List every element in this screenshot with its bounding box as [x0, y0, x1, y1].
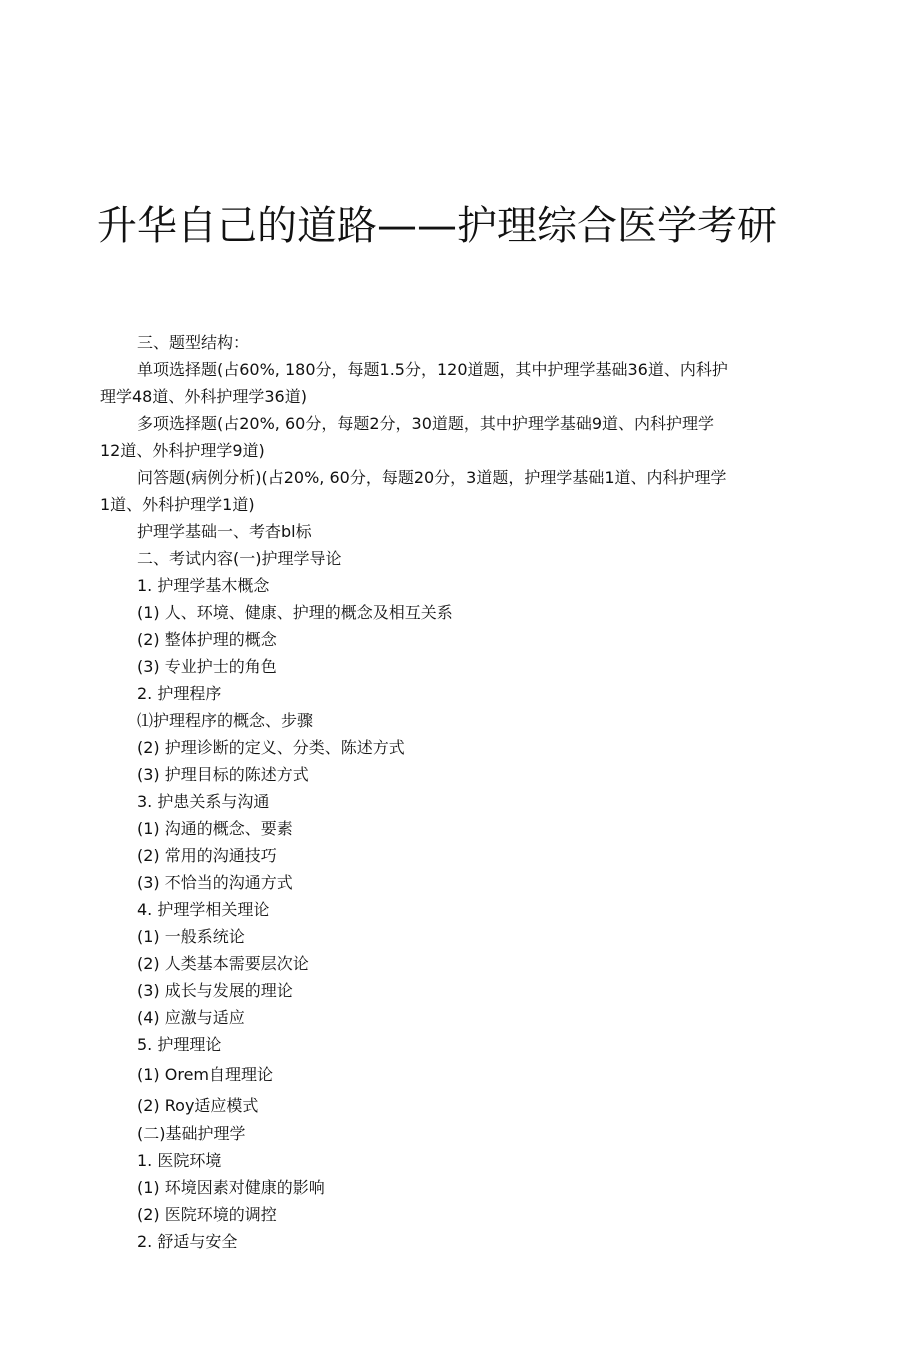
section-heading: (二)基础护理学 [137, 1124, 246, 1143]
list-item: ⑴护理程序的概念、步骤 [137, 711, 314, 730]
list-item: 5. 护理理论 [137, 1035, 222, 1054]
list-item: (1) 一般系统论 [137, 927, 245, 946]
list-item: 2. 舒适与安全 [137, 1232, 238, 1251]
list-item: 2. 护理程序 [137, 684, 222, 703]
paragraph-line: 12道、外科护理学9道) [100, 441, 265, 460]
list-item: (1) Orem自理理论 [137, 1065, 274, 1084]
paragraph-line: 护理学基础一、考杳bl标 [137, 522, 312, 541]
list-item: (3) 成长与发展的理论 [137, 981, 293, 1000]
list-item: 1. 医院环境 [137, 1151, 222, 1170]
list-item: 3. 护患关系与沟通 [137, 792, 270, 811]
list-item: (3) 专业护士的角色 [137, 657, 277, 676]
list-item: 4. 护理学相关理论 [137, 900, 270, 919]
list-item: (2) Roy适应模式 [137, 1096, 259, 1115]
list-item: (2) 医院环境的调控 [137, 1205, 277, 1224]
list-item: (1) 人、环境、健康、护理的概念及相互关系 [137, 603, 453, 622]
list-item: (2) 常用的沟通技巧 [137, 846, 277, 865]
paragraph-line: 问答题(病例分析)(占20%, 60分，每题20分，3道题，护理学基础1道、内科护理学 [137, 468, 727, 487]
list-item: (4) 应激与适应 [137, 1008, 245, 1027]
paragraph-line: 单项选择题(占60%, 180分，每题1.5分，120道题，其中护理学基础36道、内科护 [137, 360, 728, 379]
list-item: (3) 不恰当的沟通方式 [137, 873, 293, 892]
list-item: (2) 人类基本需要层次论 [137, 954, 309, 973]
section-heading: 二、考试内容(一)护理学导论 [137, 549, 342, 568]
paragraph-line: 理学48道、外科护理学36道) [100, 387, 307, 406]
list-item: (3) 护理目标的陈述方式 [137, 765, 309, 784]
paragraph-line: 1道、外科护理学1道) [100, 495, 255, 514]
list-item: (2) 整体护理的概念 [137, 630, 277, 649]
list-item: (1) 环境因素对健康的影响 [137, 1178, 325, 1197]
document-title: 升华自己的道路——护理综合医学考研 [97, 203, 777, 249]
paragraph-line: 多项选择题(占20%, 60分，每题2分，30道题，其中护理学基础9道、内科护理学 [137, 414, 715, 433]
list-item: 1. 护理学基木概念 [137, 576, 270, 595]
list-item: (1) 沟通的概念、要素 [137, 819, 293, 838]
section-heading: 三、题型结构： [137, 333, 250, 352]
list-item: (2) 护理诊断的定义、分类、陈述方式 [137, 738, 405, 757]
